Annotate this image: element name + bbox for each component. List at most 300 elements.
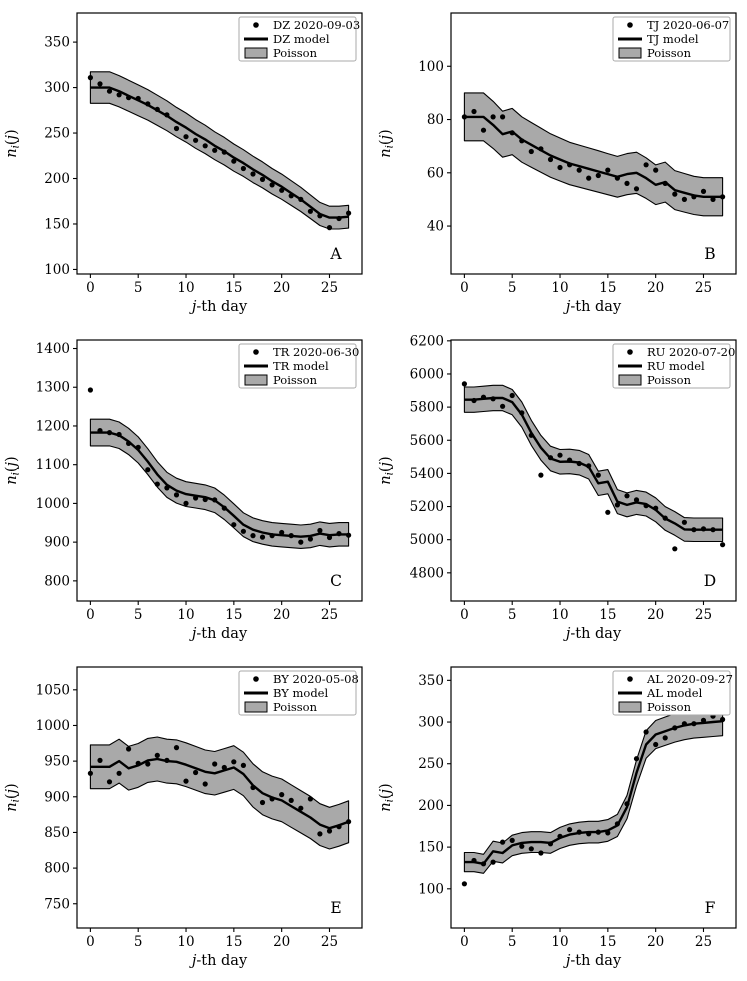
data-point	[681, 520, 686, 525]
x-axis-label-var: j	[191, 626, 197, 642]
data-point	[97, 758, 102, 763]
data-point	[289, 193, 294, 198]
x-axis-label-var: j	[565, 953, 570, 969]
chart-svg-f	[374, 654, 747, 981]
y-axis-label-paren: (	[4, 793, 20, 800]
data-point	[336, 531, 341, 536]
data-point	[557, 834, 562, 839]
chart-svg-e	[0, 654, 374, 981]
data-point	[336, 824, 341, 829]
x-axis-label-rest: -th day	[569, 626, 621, 642]
data-point	[327, 828, 332, 833]
y-tick-label: 300	[417, 714, 444, 731]
data-point	[576, 168, 581, 173]
legend-patch-icon	[245, 375, 267, 385]
legend-patch-icon	[245, 702, 267, 712]
x-tick-label: 25	[694, 607, 712, 623]
legend-marker-icon	[253, 349, 259, 355]
y-tick-label: 900	[44, 534, 70, 551]
y-tick-label: 200	[44, 171, 70, 188]
data-point	[528, 149, 533, 154]
data-point	[289, 798, 294, 803]
panel-letter: D	[703, 572, 716, 590]
data-point	[193, 138, 198, 143]
data-point	[145, 101, 150, 106]
y-axis-label-arg: j	[377, 461, 394, 467]
data-point	[336, 216, 341, 221]
x-tick-label: 25	[320, 934, 339, 950]
x-tick-label: 0	[459, 280, 469, 296]
legend-label: TR model	[273, 359, 329, 373]
y-tick-label: 900	[44, 789, 70, 806]
x-tick-label: 10	[177, 280, 195, 296]
x-tick-label: 20	[646, 607, 664, 623]
data-point	[279, 530, 284, 535]
data-point	[643, 503, 648, 508]
data-point	[500, 114, 505, 119]
y-tick-label: 5800	[409, 399, 444, 416]
data-point	[155, 482, 160, 487]
data-point	[107, 89, 112, 94]
data-point	[500, 404, 505, 409]
data-point	[653, 742, 658, 747]
data-point	[117, 92, 122, 97]
chart-svg-a	[0, 0, 374, 327]
legend-label: Poisson	[646, 373, 691, 387]
data-point	[710, 527, 715, 532]
data-point	[308, 796, 313, 801]
data-point	[672, 725, 677, 730]
data-point	[557, 165, 562, 170]
y-axis-label-var: n	[4, 148, 20, 158]
y-axis-label-paren: )	[4, 783, 20, 789]
x-tick-label: 25	[320, 280, 339, 296]
legend-patch-icon	[619, 48, 641, 58]
data-point	[700, 718, 705, 723]
panel-d	[374, 327, 747, 654]
legend-label: BY 2020-05-08	[273, 672, 359, 686]
y-axis-label-paren: (	[4, 139, 20, 146]
x-tick-label: 20	[646, 934, 664, 950]
x-axis-label	[189, 953, 248, 969]
y-tick-label: 250	[417, 756, 444, 773]
data-point	[145, 761, 150, 766]
panel-e	[0, 654, 374, 981]
poisson-band	[90, 419, 348, 548]
x-tick-label: 10	[177, 934, 195, 950]
data-point	[547, 841, 552, 846]
x-tick-label: 10	[550, 280, 569, 296]
data-point	[327, 535, 332, 540]
poisson-band	[90, 737, 348, 849]
legend-label: Poisson	[273, 700, 318, 714]
panel-b	[374, 0, 747, 327]
legend-label: TR 2020-06-30	[273, 345, 360, 359]
data-point	[136, 96, 141, 101]
panel-letter: A	[330, 245, 342, 263]
x-axis-label-rest: -th day	[569, 299, 621, 315]
data-point	[250, 533, 255, 538]
data-point	[222, 506, 227, 511]
data-point	[164, 112, 169, 117]
data-point	[672, 546, 677, 551]
data-point	[145, 467, 150, 472]
y-axis-label-arg: j	[4, 788, 20, 794]
data-point	[567, 458, 572, 463]
data-point	[471, 109, 476, 114]
x-tick-label: 5	[507, 607, 517, 623]
y-axis-label-sub: i	[384, 799, 395, 803]
legend-label: Poisson	[646, 46, 691, 60]
data-point	[298, 197, 303, 202]
data-point	[519, 844, 524, 849]
y-axis-label-var: n	[377, 802, 394, 812]
legend-marker-icon	[253, 22, 259, 28]
data-point	[212, 148, 217, 153]
y-tick-label: 800	[44, 860, 70, 877]
x-tick-label: 10	[550, 607, 569, 623]
x-tick-label: 15	[225, 607, 243, 623]
data-point	[183, 779, 188, 784]
data-point	[700, 189, 705, 194]
y-tick-label: 850	[44, 824, 70, 841]
data-point	[231, 159, 236, 164]
data-point	[126, 95, 131, 100]
data-point	[88, 387, 93, 392]
y-tick-label: 100	[417, 881, 444, 898]
chart-svg-b	[374, 0, 747, 327]
x-axis-label	[189, 299, 248, 315]
y-tick-label: 100	[417, 58, 444, 75]
data-point	[557, 453, 562, 458]
data-point	[624, 493, 629, 498]
y-tick-label: 1050	[35, 682, 70, 699]
y-tick-label: 6200	[409, 333, 444, 350]
y-tick-label: 250	[44, 125, 70, 142]
data-point	[212, 497, 217, 502]
y-axis-label-var: n	[377, 475, 394, 485]
data-point	[183, 134, 188, 139]
panel-c	[0, 327, 374, 654]
x-tick-label: 0	[86, 280, 95, 296]
legend-marker-icon	[627, 22, 633, 28]
data-point	[538, 473, 543, 478]
x-axis-label-var: j	[565, 299, 570, 315]
y-tick-label: 4800	[409, 565, 444, 582]
data-point	[193, 770, 198, 775]
data-point	[605, 830, 610, 835]
x-tick-label: 10	[177, 607, 195, 623]
data-point	[614, 176, 619, 181]
data-point	[270, 796, 275, 801]
legend-label: Poisson	[273, 373, 318, 387]
data-point	[586, 463, 591, 468]
data-point	[298, 540, 303, 545]
data-point	[691, 721, 696, 726]
y-axis-label-paren: (	[377, 139, 394, 146]
x-axis-label	[562, 626, 621, 642]
legend-label: RU model	[646, 359, 705, 373]
data-point	[500, 840, 505, 845]
data-point	[681, 197, 686, 202]
legend-label: TJ 2020-06-07	[646, 18, 729, 32]
legend-patch-icon	[245, 48, 267, 58]
data-point	[203, 143, 208, 148]
x-tick-label: 15	[225, 934, 243, 950]
y-axis-label	[378, 783, 396, 811]
legend-label: DZ 2020-09-03	[273, 18, 361, 32]
x-axis-label-rest: -th day	[196, 626, 248, 642]
data-point	[174, 492, 179, 497]
x-axis-label-var: j	[565, 626, 570, 642]
y-tick-label: 5400	[409, 465, 444, 482]
data-point	[700, 526, 705, 531]
y-tick-label: 350	[44, 34, 70, 51]
data-point	[576, 461, 581, 466]
poisson-band	[464, 707, 722, 874]
data-point	[547, 157, 552, 162]
x-axis-label-var: j	[191, 953, 197, 969]
data-point	[250, 171, 255, 176]
x-tick-label: 15	[598, 280, 616, 296]
data-point	[720, 542, 725, 547]
data-point	[231, 759, 236, 764]
data-point	[117, 771, 122, 776]
data-point	[327, 225, 332, 230]
y-tick-label: 1200	[35, 418, 70, 435]
data-point	[519, 138, 524, 143]
data-point	[260, 535, 265, 540]
data-point	[136, 761, 141, 766]
data-point	[471, 398, 476, 403]
data-point	[538, 850, 543, 855]
y-tick-label: 1000	[35, 717, 70, 734]
legend-label: RU 2020-07-20	[646, 345, 735, 359]
chart-svg-c	[0, 327, 374, 654]
data-point	[317, 528, 322, 533]
x-axis-label	[189, 626, 248, 642]
data-point	[461, 114, 466, 119]
data-point	[720, 194, 725, 199]
y-tick-label: 1100	[35, 457, 70, 474]
data-point	[231, 522, 236, 527]
data-point	[241, 763, 246, 768]
data-point	[528, 433, 533, 438]
data-point	[633, 756, 638, 761]
data-point	[279, 792, 284, 797]
data-point	[490, 860, 495, 865]
data-point	[653, 168, 658, 173]
y-tick-label: 150	[417, 839, 444, 856]
data-point	[547, 455, 552, 460]
data-point	[308, 536, 313, 541]
data-point	[203, 781, 208, 786]
x-tick-label: 25	[694, 280, 712, 296]
data-point	[222, 765, 227, 770]
x-tick-label: 5	[507, 934, 517, 950]
legend-patch-icon	[619, 702, 641, 712]
x-axis-label-var: j	[191, 299, 197, 315]
data-point	[88, 771, 93, 776]
data-point	[605, 510, 610, 515]
data-point	[480, 861, 485, 866]
data-point	[164, 485, 169, 490]
data-point	[643, 162, 648, 167]
data-point	[317, 831, 322, 836]
x-tick-label: 20	[646, 280, 664, 296]
data-point	[662, 735, 667, 740]
legend-marker-icon	[627, 349, 633, 355]
y-axis-label-var: n	[377, 148, 394, 158]
y-tick-label: 6000	[409, 366, 444, 383]
data-point	[212, 761, 217, 766]
legend-label: DZ model	[273, 32, 330, 46]
data-point	[279, 188, 284, 193]
y-tick-label: 950	[44, 753, 70, 770]
y-axis-label-sub: i	[10, 145, 22, 149]
y-axis-label-sub: i	[10, 799, 22, 803]
x-axis-label	[562, 953, 621, 969]
y-axis-label	[4, 456, 22, 484]
legend-patch-icon	[619, 375, 641, 385]
data-point	[614, 821, 619, 826]
y-tick-label: 200	[417, 797, 444, 814]
data-point	[97, 81, 102, 86]
y-axis-label	[4, 129, 22, 157]
y-axis-label-paren: )	[377, 456, 394, 462]
data-point	[117, 432, 122, 437]
x-tick-label: 20	[273, 280, 291, 296]
data-point	[720, 717, 725, 722]
x-tick-label: 15	[598, 607, 616, 623]
data-point	[595, 173, 600, 178]
data-point	[509, 393, 514, 398]
data-point	[222, 150, 227, 155]
y-axis-label-sub: i	[384, 472, 395, 476]
y-tick-label: 80	[426, 112, 444, 129]
data-point	[567, 162, 572, 167]
data-point	[126, 746, 131, 751]
x-tick-label: 15	[225, 280, 243, 296]
data-point	[174, 745, 179, 750]
y-axis-label-var: n	[4, 802, 20, 812]
data-point	[490, 114, 495, 119]
x-tick-label: 5	[133, 280, 143, 296]
x-tick-label: 0	[86, 607, 95, 623]
chart-svg-d	[374, 327, 747, 654]
data-point	[136, 445, 141, 450]
y-tick-label: 5000	[409, 532, 444, 549]
legend-label: AL model	[646, 686, 702, 700]
x-axis-label-rest: -th day	[569, 953, 621, 969]
data-point	[633, 186, 638, 191]
data-point	[480, 395, 485, 400]
data-point	[107, 779, 112, 784]
data-point	[509, 838, 514, 843]
legend-label: BY model	[273, 686, 329, 700]
legend-label: TJ model	[646, 32, 699, 46]
x-tick-label: 0	[86, 934, 95, 950]
data-point	[605, 168, 610, 173]
y-axis-label-sub: i	[384, 145, 395, 149]
y-axis-label	[378, 129, 396, 157]
y-axis-label-arg: j	[4, 134, 20, 140]
data-point	[461, 381, 466, 386]
x-tick-label: 5	[507, 280, 517, 296]
data-point	[97, 428, 102, 433]
data-point	[298, 806, 303, 811]
data-point	[643, 729, 648, 734]
data-point	[691, 527, 696, 532]
y-axis-label-var: n	[4, 475, 20, 485]
x-tick-label: 0	[459, 934, 469, 950]
data-point	[308, 209, 313, 214]
data-point	[614, 502, 619, 507]
data-point	[538, 146, 543, 151]
data-point	[346, 533, 351, 538]
y-axis-label-paren: )	[377, 783, 394, 789]
data-point	[203, 497, 208, 502]
y-axis-label-arg: j	[377, 788, 394, 794]
data-point	[528, 846, 533, 851]
data-point	[126, 441, 131, 446]
y-axis-label-sub: i	[10, 472, 22, 476]
x-tick-label: 0	[459, 607, 469, 623]
x-tick-label: 15	[598, 934, 616, 950]
x-axis-label-rest: -th day	[196, 299, 248, 315]
y-tick-label: 1000	[35, 495, 70, 512]
data-point	[586, 831, 591, 836]
y-tick-label: 40	[426, 218, 444, 235]
y-axis-label-paren: (	[4, 466, 20, 473]
data-point	[461, 881, 466, 886]
data-point	[586, 176, 591, 181]
legend-marker-icon	[627, 676, 633, 682]
y-tick-label: 100	[44, 261, 70, 278]
data-point	[346, 211, 351, 216]
data-point	[260, 800, 265, 805]
data-point	[490, 396, 495, 401]
x-tick-label: 25	[320, 607, 339, 623]
legend-label: Poisson	[646, 700, 691, 714]
data-point	[567, 827, 572, 832]
x-tick-label: 5	[133, 934, 143, 950]
y-tick-label: 300	[44, 80, 70, 97]
y-axis-label	[4, 783, 22, 811]
data-point	[289, 533, 294, 538]
panel-letter: E	[330, 899, 342, 917]
legend-marker-icon	[253, 676, 259, 682]
panel-letter: B	[703, 245, 716, 263]
x-tick-label: 20	[273, 934, 291, 950]
data-point	[155, 107, 160, 112]
y-axis-label-paren: (	[377, 793, 394, 800]
data-point	[624, 181, 629, 186]
data-point	[317, 213, 322, 218]
y-tick-label: 150	[44, 216, 70, 233]
y-axis-label-paren: )	[4, 129, 20, 135]
data-point	[164, 758, 169, 763]
x-axis-label-rest: -th day	[196, 953, 248, 969]
legend-label: AL 2020-09-27	[646, 672, 733, 686]
data-point	[653, 506, 658, 511]
data-point	[250, 785, 255, 790]
data-point	[270, 182, 275, 187]
y-axis-label-arg: j	[377, 134, 394, 140]
data-point	[88, 75, 93, 80]
y-tick-label: 5600	[409, 432, 444, 449]
data-point	[662, 516, 667, 521]
